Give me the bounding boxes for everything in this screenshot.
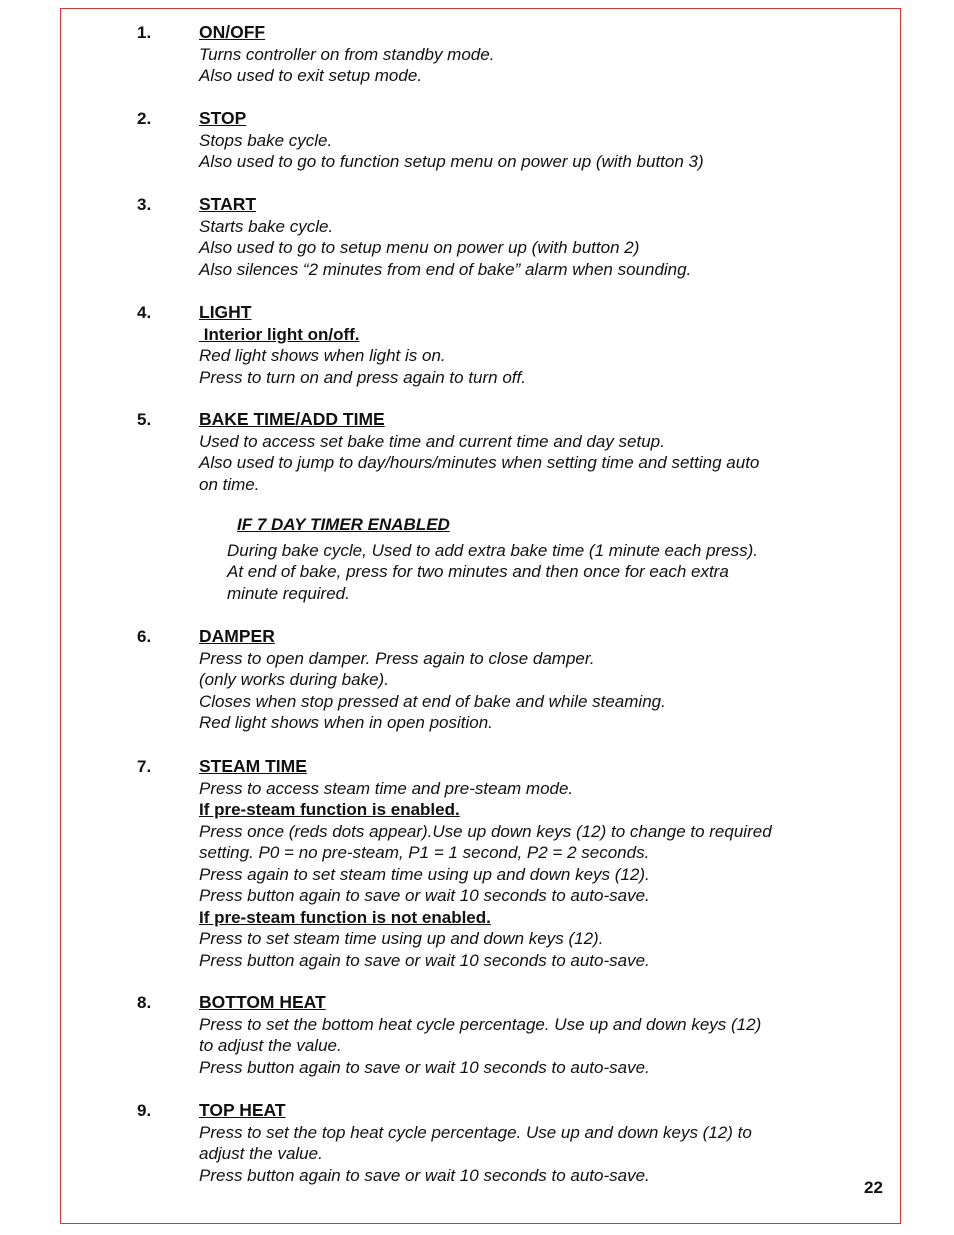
item-number: 5.: [137, 410, 152, 429]
item-title: STEAM TIME: [199, 756, 307, 776]
item-text: Also silences “2 minutes from end of bake” alarm when sounding.: [199, 259, 692, 279]
item-text: Press to set the top heat cycle percentage. Use up and down keys (12) to: [199, 1122, 752, 1142]
item-text: adjust the value.: [199, 1144, 323, 1163]
seven-day-timer-note: [227, 514, 837, 604]
item-text: Press to open damper. Press again to close damper.: [199, 648, 595, 668]
item-title: START: [199, 194, 257, 214]
item-text: to adjust the value.: [199, 1036, 342, 1055]
item-number: 8.: [137, 993, 152, 1012]
item-number: 1.: [137, 23, 152, 42]
item-text: Also used to go to function setup menu on power up (with button 3): [199, 152, 704, 171]
item-title: LIGHT: [199, 302, 252, 322]
item-text: Stops bake cycle.: [199, 130, 333, 150]
item-text: on time.: [199, 474, 260, 494]
note-heading: IF 7 DAY TIMER ENABLED: [237, 515, 450, 534]
item-text: Press button again to save or wait 10 seconds to auto-save.: [199, 886, 650, 905]
item-subheading: Interior light on/off.: [199, 324, 360, 344]
item-title: ON/OFF: [199, 22, 266, 42]
page-number: 22: [864, 1178, 883, 1197]
item-text: Press to access steam time and pre-steam mode.: [199, 778, 574, 798]
item-title: STOP: [199, 108, 247, 128]
item-text: Also used to jump to day/hours/minutes when setting time and setting auto: [199, 453, 760, 472]
item-number: 7.: [137, 757, 152, 776]
item-title: BOTTOM HEAT: [199, 992, 326, 1012]
item-text: Press button again to save or wait 10 seconds to auto-save.: [199, 1165, 650, 1185]
item-text: Press to set steam time using up and down keys (12).: [199, 929, 604, 948]
item-number: 4.: [137, 303, 152, 322]
item-text: Also used to exit setup mode.: [199, 66, 423, 85]
item-title: TOP HEAT: [199, 1100, 286, 1120]
item-subheading: If pre-steam function is enabled.: [199, 800, 460, 819]
item-subheading: If pre-steam function is not enabled.: [199, 907, 491, 927]
item-number: 9.: [137, 1101, 152, 1120]
note-text: At end of bake, press for two minutes and then once for each extra: [227, 562, 729, 581]
note-text: minute required.: [227, 583, 350, 603]
item-text: Press to set the bottom heat cycle percentage. Use up and down keys (12): [199, 1014, 762, 1034]
item-text: setting. P0 = no pre-steam, P1 = 1 second, P2 = 2 seconds.: [199, 843, 650, 862]
item-text: Press once (reds dots appear).Use up down keys (12) to change to required: [199, 821, 772, 841]
note-text: During bake cycle, Used to add extra bake time (1 minute each press).: [227, 540, 759, 560]
item-text: Closes when stop pressed at end of bake and while steaming.: [199, 691, 666, 711]
item-text: Used to access set bake time and current time and day setup.: [199, 431, 665, 451]
item-text: Also used to go to setup menu on power up (with button 2): [199, 238, 640, 257]
item-text: Press to turn on and press again to turn off.: [199, 367, 526, 387]
item-title: DAMPER: [199, 626, 275, 646]
item-text: Starts bake cycle.: [199, 216, 334, 236]
item-text: (only works during bake).: [199, 670, 389, 689]
item-number: 3.: [137, 195, 152, 214]
item-text: Press again to set steam time using up and down keys (12).: [199, 864, 650, 884]
item-number: 2.: [137, 109, 152, 128]
item-text: Turns controller on from standby mode.: [199, 44, 495, 64]
item-text: Press button again to save or wait 10 seconds to auto-save.: [199, 950, 650, 970]
item-text: Red light shows when light is on.: [199, 346, 446, 365]
item-title: BAKE TIME/ADD TIME: [199, 409, 385, 429]
item-text: Press button again to save or wait 10 seconds to auto-save.: [199, 1057, 650, 1077]
item-number: 6.: [137, 627, 152, 646]
item-text: Red light shows when in open position.: [199, 713, 493, 732]
